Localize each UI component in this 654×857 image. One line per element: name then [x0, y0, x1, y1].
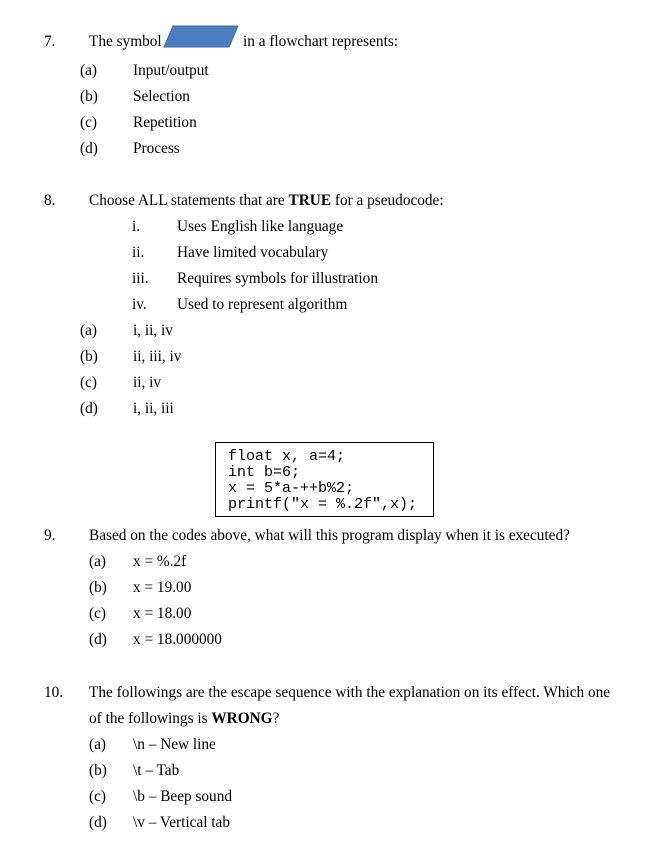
- q10-option-a-letter: (a): [89, 736, 106, 753]
- q8-statement-3-text: Requires symbols for illustration: [177, 270, 378, 287]
- q9-option-a-letter: (a): [89, 553, 106, 570]
- q8-option-c-letter: (c): [80, 374, 97, 391]
- q7-number: 7.: [44, 33, 56, 50]
- q10-option-b-letter: (b): [89, 762, 107, 779]
- q7-option-d-text: Process: [133, 140, 180, 157]
- q8-statement-1-roman: i.: [132, 218, 141, 235]
- q7-text-prefix: The symbol: [89, 33, 162, 50]
- q7-text-suffix: in a flowchart represents:: [243, 33, 399, 50]
- q9-option-c-text: x = 18.00: [133, 605, 192, 622]
- q8-question: [89, 192, 444, 210]
- q10-option-b-text: \t – Tab: [133, 762, 180, 779]
- q9-option-d-text: x = 18.000000: [133, 631, 222, 648]
- q10-question-line2: [89, 710, 279, 728]
- q9-option-a-text: x = %.2f: [133, 553, 187, 570]
- q8-option-d-letter: (d): [80, 400, 98, 417]
- q10-option-a-text: \n – New line: [133, 736, 216, 753]
- q7-option-d-letter: (d): [80, 140, 98, 157]
- q8-text-bold: TRUE: [288, 192, 332, 209]
- q9-option-c-letter: (c): [89, 605, 106, 622]
- q8-statement-4-text: Used to represent algorithm: [177, 296, 348, 313]
- q8-option-a-letter: (a): [80, 322, 97, 339]
- q8-statement-2-roman: ii.: [132, 244, 145, 261]
- q10-option-d-text: \v – Vertical tab: [133, 814, 230, 831]
- q9-option-b-text: x = 19.00: [133, 579, 192, 596]
- q8-option-b-letter: (b): [80, 348, 98, 365]
- q9-option-b-letter: (b): [89, 579, 107, 596]
- q8-option-a-text: i, ii, iv: [133, 322, 173, 339]
- q10-line2-after: ?: [272, 710, 280, 727]
- q8-option-c-text: ii, iv: [133, 374, 162, 391]
- q8-text-after: for a pseudocode:: [331, 192, 444, 209]
- q7-option-c-letter: (c): [80, 114, 97, 131]
- q7-option-c-text: Repetition: [133, 114, 197, 131]
- q8-statement-4-roman: iv.: [132, 296, 147, 313]
- code-line: float x, a=4;: [228, 448, 346, 465]
- q8-option-b-text: ii, iii, iv: [133, 348, 182, 365]
- q9-option-d-letter: (d): [89, 631, 107, 648]
- q9-number: 9.: [44, 527, 56, 544]
- code-box: [215, 442, 434, 517]
- q10-number: 10.: [44, 684, 64, 701]
- q10-question-line1: The followings are the escape sequence with the explanation on its effect. Which one: [89, 684, 611, 701]
- q8-statement-2-text: Have limited vocabulary: [177, 244, 329, 261]
- q10-line2-bold: WRONG: [211, 710, 273, 727]
- code-line: printf("x = %.2f",x);: [228, 496, 418, 513]
- q10-line2-before: of the followings is: [89, 710, 212, 727]
- q8-text-before: Choose ALL statements that are: [89, 192, 289, 209]
- parallelogram-icon: [163, 25, 239, 48]
- q8-number: 8.: [44, 192, 56, 209]
- q10-option-c-letter: (c): [89, 788, 106, 805]
- q7-option-b-letter: (b): [80, 88, 98, 105]
- q8-option-d-text: i, ii, iii: [133, 400, 174, 417]
- code-line: int b=6;: [228, 464, 301, 481]
- q7-option-a-text: Input/output: [133, 62, 209, 79]
- q7-option-a-letter: (a): [80, 62, 97, 79]
- q10-option-c-text: \b – Beep sound: [133, 788, 232, 805]
- q8-statement-1-text: Uses English like language: [177, 218, 344, 235]
- q8-statement-3-roman: iii.: [132, 270, 149, 287]
- q9-question: Based on the codes above, what will this program display when it is executed?: [89, 527, 570, 544]
- code-line: x = 5*a-++b%2;: [228, 480, 355, 497]
- q10-option-d-letter: (d): [89, 814, 107, 831]
- q7-option-b-text: Selection: [133, 88, 190, 105]
